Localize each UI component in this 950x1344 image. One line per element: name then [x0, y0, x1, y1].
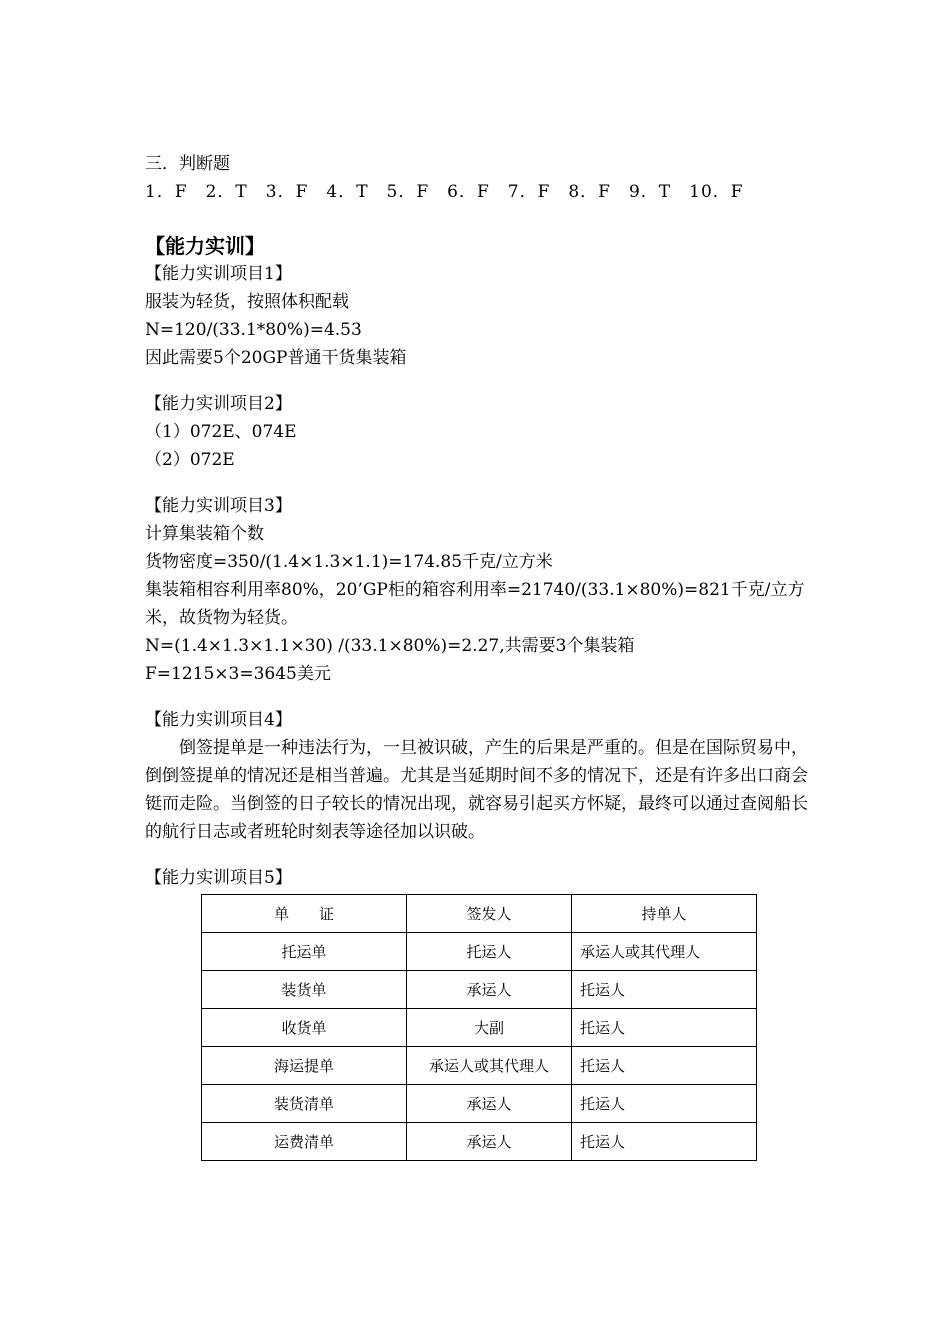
table-cell: 承运人或其代理人 — [407, 1047, 572, 1085]
table-cell: 托运人 — [407, 933, 572, 971]
project2-line: （1）072E、074E — [145, 422, 297, 442]
table-header-row — [202, 895, 757, 933]
project5-heading: 【能力实训项目5】 — [145, 868, 292, 888]
table-row — [202, 1123, 757, 1161]
project3-heading: 【能力实训项目3】 — [145, 496, 292, 516]
table-cell: 托运单 — [202, 933, 407, 971]
table-cell: 收货单 — [202, 1009, 407, 1047]
table-row — [202, 1009, 757, 1047]
project2-line: （2）072E — [145, 450, 235, 470]
table-cell: 承运人 — [407, 971, 572, 1009]
table-cell: 装货单 — [202, 971, 407, 1009]
table-cell: 装货清单 — [202, 1085, 407, 1123]
table-cell: 运费清单 — [202, 1123, 407, 1161]
table-cell: 大副 — [407, 1009, 572, 1047]
table-cell: 承运人 — [407, 1123, 572, 1161]
project1-line: N=120/(33.1*80%)=4.53 — [145, 320, 362, 340]
table-cell: 承运人或其代理人 — [572, 933, 757, 971]
table-row — [202, 1047, 757, 1085]
table-cell: 托运人 — [572, 971, 757, 1009]
project2-heading: 【能力实训项目2】 — [145, 394, 292, 414]
project1-heading: 【能力实训项目1】 — [145, 264, 292, 284]
table-cell: 海运提单 — [202, 1047, 407, 1085]
project4-heading: 【能力实训项目4】 — [145, 710, 292, 730]
training-title: 【能力实训】 — [145, 234, 265, 258]
project3-line: 计算集装箱个数 — [145, 524, 264, 544]
project3-line: N=(1.4×1.3×1.1×30) /(33.1×80%)=2.27,共需要3个集装箱 — [145, 636, 635, 656]
judgement-heading: 三．判断题 — [145, 154, 230, 174]
table-header-cell: 持单人 — [572, 895, 757, 933]
project1-line: 服装为轻货，按照体积配载 — [145, 292, 349, 312]
table-cell: 托运人 — [572, 1047, 757, 1085]
project3-line: F=1215×3=3645美元 — [145, 664, 331, 684]
table-cell: 承运人 — [407, 1085, 572, 1123]
project4-paragraph: 倒签提单是一种违法行为，一旦被识破，产生的后果是严重的。但是在国际贸易中，倒倒签提单的情况还是相当普遍。尤其是当延期时间不多的情况下，还是有许多出口商会铤而走险。当倒签的日子较长的情况出现，就容易引起买方怀疑，最终可以通过查阅船长的航行日志或者班轮时刻表等途径加以识破。 — [145, 738, 808, 842]
project3-line: 集装箱相容利用率80%，20’GP柜的箱容利用率=21740/(33.1×80%)=821千克/立方米，故货物为轻货。 — [145, 580, 805, 628]
project1-line: 因此需要5个20GP普通干货集装箱 — [145, 348, 407, 368]
table-header-cell: 单 证 — [202, 895, 407, 933]
table-cell: 托运人 — [572, 1123, 757, 1161]
table-row — [202, 971, 757, 1009]
documents-table — [201, 894, 757, 1161]
table-header-cell: 签发人 — [407, 895, 572, 933]
table-row — [202, 1085, 757, 1123]
document-page — [145, 150, 825, 1151]
project3-line: 货物密度=350/(1.4×1.3×1.1)=174.85千克/立方米 — [145, 552, 553, 572]
judgement-answers: 1．F 2．T 3．F 4．T 5．F 6．F 7．F 8．F 9．T 10．F — [145, 182, 744, 202]
table-cell: 托运人 — [572, 1009, 757, 1047]
table-row — [202, 933, 757, 971]
table-cell: 托运人 — [572, 1085, 757, 1123]
